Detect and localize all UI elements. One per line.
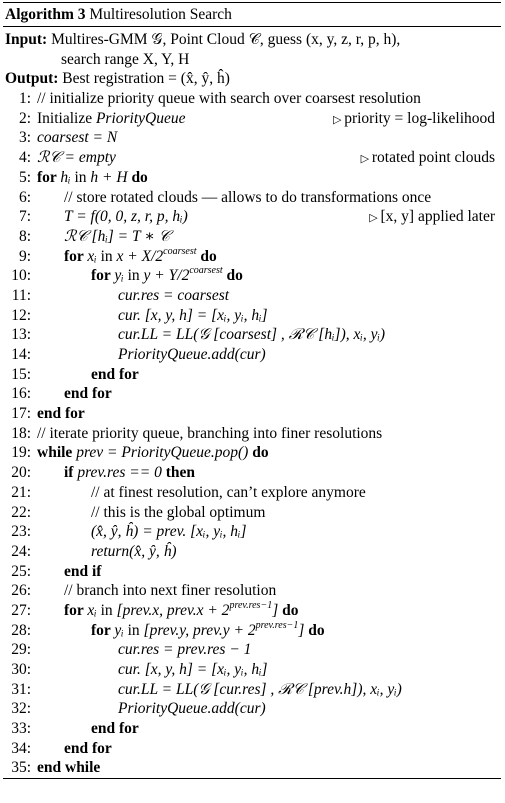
algorithm-line (5, 109, 499, 129)
code-text: in (123, 621, 144, 639)
algorithm-line (5, 247, 499, 267)
code-text: in (70, 168, 91, 186)
input-keyword: Input: (5, 31, 48, 48)
code-text: // iterate priority queue, branching into finer resolutions (37, 424, 383, 442)
algorithm-line (5, 463, 499, 483)
code-text: in (123, 267, 144, 285)
line-code (118, 660, 268, 680)
code-text: PriorityQueue (95, 109, 186, 127)
output-text: Best registration = (x̂, ŷ, ĥ) (62, 70, 230, 88)
comment-triangle-icon: ▷ (332, 113, 345, 126)
code-text: prev.res == 0 (77, 464, 162, 482)
line-code (64, 207, 188, 227)
code-text: coarsest = N (37, 129, 118, 147)
algorithm-line (5, 227, 499, 247)
line-number: 7: (18, 208, 31, 226)
line-comment (333, 109, 495, 131)
superscript: coarsest (189, 265, 223, 277)
algorithm-line (5, 207, 499, 227)
code-text: [prev.y, prev.y + 2 (143, 621, 256, 639)
code-text: ] (272, 601, 279, 619)
line-code (64, 562, 101, 582)
algorithm-line (5, 188, 499, 208)
line-code (37, 168, 148, 188)
line-code (91, 621, 325, 641)
line-number: 13: (11, 326, 31, 344)
algorithm-line (5, 680, 499, 700)
line-code (118, 345, 266, 365)
algorithm-name: Multiresolution Search (89, 6, 232, 23)
algorithm-line (5, 758, 499, 778)
line-comment (369, 207, 495, 229)
keyword: for (64, 601, 88, 619)
algorithm-line (5, 719, 499, 739)
line-number: 16: (11, 385, 31, 403)
algorithm-line (5, 325, 499, 345)
superscript: prev.res−1 (255, 619, 299, 631)
code-text: // this is the global optimum (91, 503, 266, 521)
code-text: Initialize (37, 109, 96, 127)
algorithm-line (5, 404, 499, 424)
algorithm-line (5, 266, 499, 286)
keyword: end for (37, 405, 85, 423)
keyword: for (37, 168, 61, 186)
code-text: xᵢ (87, 247, 97, 265)
line-code (91, 503, 265, 523)
input-line-continued (5, 50, 499, 70)
algorithm-line (5, 424, 499, 444)
bottom-rule (3, 778, 501, 779)
keyword: for (64, 247, 88, 265)
algorithm-line (5, 286, 499, 306)
line-comment (361, 148, 495, 170)
algorithm-line (5, 365, 499, 385)
line-code (91, 483, 366, 503)
keyword: end while (37, 759, 101, 777)
algorithm-line (5, 699, 499, 719)
line-code (91, 365, 139, 385)
line-code (37, 758, 100, 778)
algorithm-line (5, 503, 499, 523)
line-number: 24: (11, 542, 31, 560)
algorithm-line (5, 562, 499, 582)
code-text: x + X/2 (116, 247, 164, 265)
algorithm-title (3, 3, 501, 26)
code-text: cur. [x, y, h] = [xᵢ, yᵢ, hᵢ] (118, 661, 268, 679)
line-number: 10: (11, 267, 31, 285)
algorithm-line (5, 306, 499, 326)
line-number: 12: (11, 306, 31, 324)
line-number: 26: (11, 582, 31, 600)
algorithm-line (5, 542, 499, 562)
line-number: 28: (11, 621, 31, 639)
keyword: do (278, 601, 299, 619)
code-text: xᵢ (87, 601, 97, 619)
comment-triangle-icon: ▷ (369, 212, 381, 225)
line-code (64, 247, 217, 267)
line-number: 31: (11, 680, 31, 698)
code-text: cur.res = coarsest (118, 286, 230, 304)
keyword: do (222, 267, 243, 285)
line-code (64, 384, 112, 404)
line-number: 32: (11, 700, 31, 718)
superscript: prev.res−1 (229, 599, 273, 611)
keyword: end for (91, 365, 139, 383)
keyword: while (37, 444, 77, 462)
keyword: do (127, 168, 148, 186)
code-text: return(x̂, ŷ, ĥ) (91, 542, 177, 560)
keyword: for (91, 621, 115, 639)
keyword: end for (64, 739, 112, 757)
line-code (91, 542, 177, 562)
comment-text: rotated point clouds (371, 149, 495, 167)
code-text: in (96, 601, 117, 619)
code-text: ℛ𝒞 [hᵢ] = T ∗ 𝒞 (64, 227, 170, 245)
line-code (37, 443, 269, 463)
algorithm-line (5, 483, 499, 503)
algorithm-line (5, 522, 499, 542)
code-text: PriorityQueue.add(cur) (118, 346, 266, 364)
code-text: (x̂, ŷ, ĥ) = prev. [xᵢ, yᵢ, hᵢ] (91, 523, 247, 541)
line-code (64, 463, 195, 483)
algorithm-label: Algorithm 3 (5, 6, 86, 23)
keyword: end if (64, 562, 102, 580)
code-text: prev = PriorityQueue.pop() (76, 444, 249, 462)
keyword: then (161, 464, 195, 482)
output-line (5, 69, 499, 89)
line-number: 1: (18, 90, 31, 108)
line-code (37, 128, 117, 148)
algorithm-line (5, 89, 499, 109)
code-text: hᵢ (60, 168, 71, 186)
code-text: ℛ𝒞 = empty (37, 149, 116, 167)
line-code (64, 227, 170, 247)
keyword: for (91, 267, 115, 285)
algorithm-line (5, 739, 499, 759)
line-code (91, 266, 243, 286)
line-number: 20: (11, 464, 31, 482)
algorithm-line (5, 345, 499, 365)
line-code (64, 601, 299, 621)
line-code (37, 148, 116, 168)
algorithm-line (5, 601, 499, 621)
line-code (64, 188, 431, 208)
algorithm-line (5, 443, 499, 463)
line-code (118, 640, 251, 660)
superscript: coarsest (163, 245, 197, 257)
line-number: 29: (11, 641, 31, 659)
code-text: y + Y/2 (143, 267, 190, 285)
input-line (5, 30, 499, 50)
input-text: Multires-GMM 𝒢, Point Cloud 𝒞, guess (x, y, z, r, p, h), (51, 31, 401, 48)
line-number: 33: (11, 720, 31, 738)
algorithm-line (5, 128, 499, 148)
code-text: T = f(0, 0, z, r, p, hᵢ) (64, 208, 188, 226)
comment-triangle-icon: ▷ (360, 153, 372, 166)
code-text: cur. [x, y, h] = [xᵢ, yᵢ, hᵢ] (118, 306, 268, 324)
algorithm-line (5, 621, 499, 641)
line-number: 14: (11, 346, 31, 364)
line-code (118, 680, 402, 700)
code-text: cur.LL = LL(𝒢 [cur.res] , ℛ𝒞 [prev.h]), xᵢ, yᵢ) (118, 680, 402, 698)
line-number: 6: (18, 188, 31, 206)
keyword: do (304, 621, 325, 639)
algorithm-line (5, 640, 499, 660)
code-text: // store rotated clouds — allows to do transformations once (64, 188, 432, 206)
algorithm-header (3, 27, 501, 89)
line-number: 23: (11, 523, 31, 541)
line-number: 22: (11, 503, 31, 521)
algorithm-lines (3, 89, 501, 778)
line-number: 19: (11, 444, 31, 462)
line-number: 4: (18, 149, 31, 167)
algorithm-line (5, 660, 499, 680)
line-number: 21: (11, 483, 31, 501)
line-code (118, 286, 229, 306)
keyword: end for (64, 385, 112, 403)
line-code (64, 739, 112, 759)
line-number: 25: (11, 562, 31, 580)
line-number: 3: (18, 129, 31, 147)
algorithm-line (5, 384, 499, 404)
line-number: 34: (11, 739, 31, 757)
code-text: // branch into next finer resolution (64, 582, 277, 600)
line-code (37, 424, 382, 444)
keyword: do (196, 247, 217, 265)
line-number: 11: (11, 286, 31, 304)
code-text: [prev.x, prev.x + 2 (116, 601, 230, 619)
line-code (118, 699, 266, 719)
line-code (64, 581, 276, 601)
algorithm-line (5, 168, 499, 188)
line-number: 18: (11, 424, 31, 442)
line-code (37, 109, 186, 129)
code-text: // at finest resolution, can’t explore anymore (91, 483, 366, 501)
algorithm-line (5, 148, 499, 168)
code-text: cur.LL = LL(𝒢 [coarsest] , ℛ𝒞 [hᵢ]), xᵢ, yᵢ) (118, 326, 386, 344)
line-code (37, 89, 421, 109)
code-text: ] (298, 621, 305, 639)
line-code (118, 306, 268, 326)
line-code (118, 325, 385, 345)
code-text: in (96, 247, 117, 265)
code-text: h + H (90, 168, 128, 186)
algorithm-box (3, 2, 501, 800)
line-code (37, 404, 85, 424)
code-text: PriorityQueue.add(cur) (118, 700, 266, 718)
keyword: do (248, 444, 269, 462)
code-text: yᵢ (114, 621, 124, 639)
comment-text: priority = log-likelihood (344, 109, 495, 127)
line-number: 2: (18, 109, 31, 127)
output-keyword: Output: (5, 70, 59, 88)
comment-text: [x, y] applied later (380, 208, 495, 226)
line-number: 30: (11, 661, 31, 679)
code-text: yᵢ (114, 267, 124, 285)
line-number: 27: (11, 601, 31, 619)
line-code (91, 522, 247, 542)
keyword: if (64, 464, 78, 482)
line-number: 15: (11, 365, 31, 383)
code-text: cur.res = prev.res − 1 (118, 641, 252, 659)
line-code (91, 719, 139, 739)
line-number: 35: (11, 759, 31, 777)
keyword: end for (91, 720, 139, 738)
line-number: 5: (18, 168, 31, 186)
algorithm-line (5, 581, 499, 601)
line-number: 9: (18, 247, 31, 265)
line-number: 8: (18, 227, 31, 245)
input-text-2: search range X, Y, H (61, 50, 190, 68)
code-text: // initialize priority queue with search over coarsest resolution (37, 90, 421, 108)
line-number: 17: (11, 405, 31, 423)
